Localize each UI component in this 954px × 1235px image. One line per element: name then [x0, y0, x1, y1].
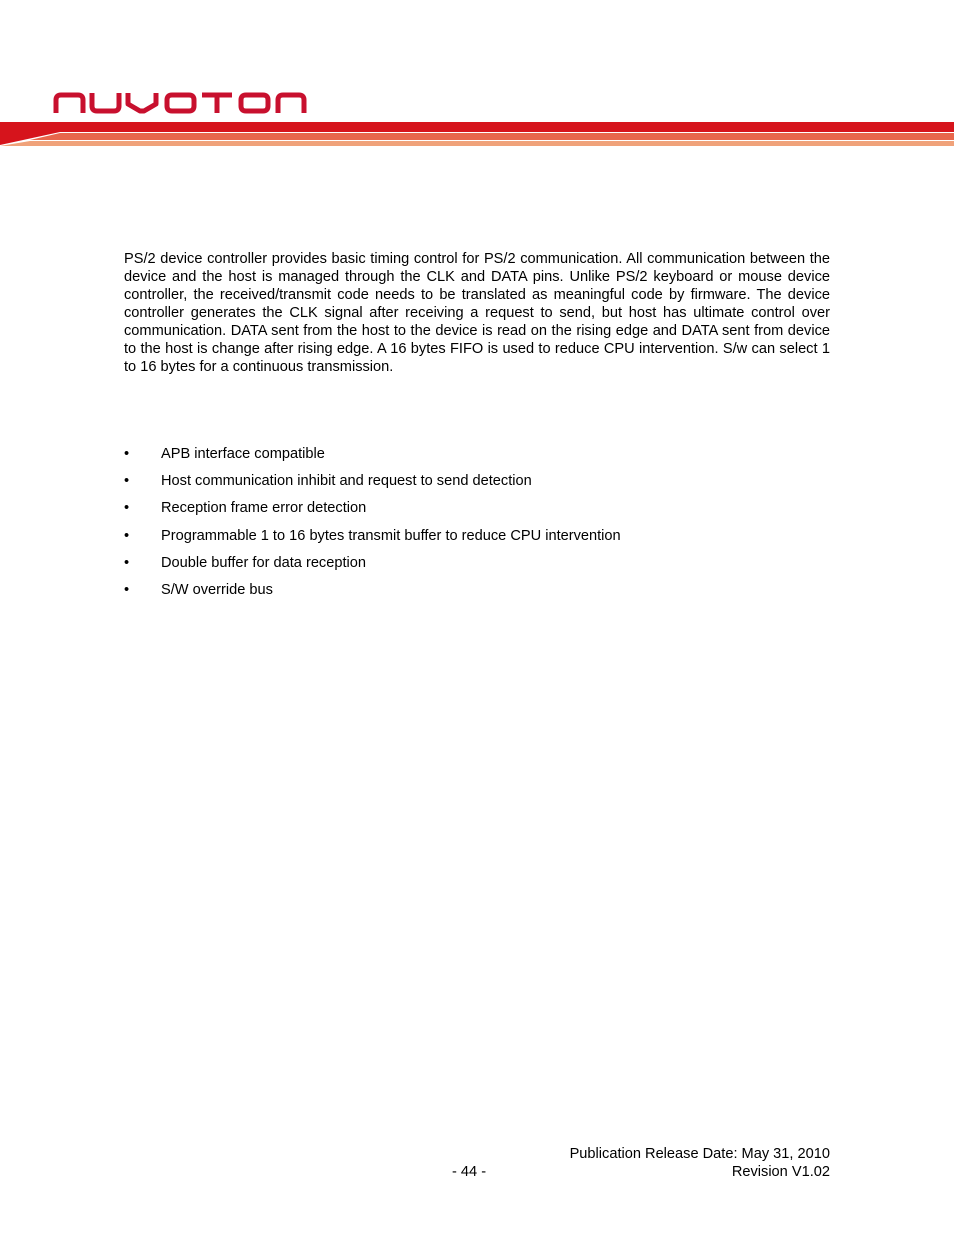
- list-item: [124, 472, 830, 499]
- list-item: [124, 527, 830, 554]
- list-item: [124, 499, 830, 526]
- feature-text: Double buffer for data reception: [161, 554, 366, 571]
- list-item: [124, 581, 830, 608]
- bullet-icon: •: [124, 473, 130, 490]
- feature-text: Programmable 1 to 16 bytes transmit buffer to reduce CPU intervention: [161, 527, 621, 544]
- nuvoton-logo: [52, 92, 308, 114]
- intro-paragraph: PS/2 device controller provides basic timing control for PS/2 communication. All communication between the device and the host is managed through the CLK and DATA pins. Unlike PS/2 keyboard or mouse device controller, the received/transmit code needs to be translated as meaningful code by firmware. The device controller generates the CLK signal after receiving a request to send, but host has ultimate control over communication. DATA sent from the host to the device is read on the rising edge and DATA sent from device to the host is change after rising edge. A 16 bytes FIFO is used to reduce CPU intervention. S/w can select 1 to 16 bytes for a continuous transmission.: [124, 251, 830, 375]
- feature-text: Reception frame error detection: [161, 500, 367, 517]
- bullet-icon: •: [124, 554, 130, 571]
- feature-list: [124, 445, 830, 608]
- bullet-icon: •: [124, 500, 130, 517]
- bullet-icon: •: [124, 581, 130, 598]
- feature-text: S/W override bus: [161, 581, 273, 598]
- list-item: [124, 554, 830, 581]
- list-item: [124, 445, 830, 472]
- feature-text: Host communication inhibit and request to send detection: [161, 473, 532, 490]
- publication-release-date: Publication Release Date: May 31, 2010: [569, 1146, 830, 1162]
- header-band: [0, 120, 954, 156]
- page-number: - 44 -: [452, 1164, 487, 1180]
- header-band-peach: [0, 141, 954, 146]
- bullet-icon: •: [124, 446, 130, 462]
- revision-label: Revision V1.02: [731, 1164, 830, 1180]
- bullet-icon: •: [124, 527, 130, 544]
- header-band-orange: [30, 133, 954, 140]
- feature-text: APB interface compatible: [161, 446, 325, 462]
